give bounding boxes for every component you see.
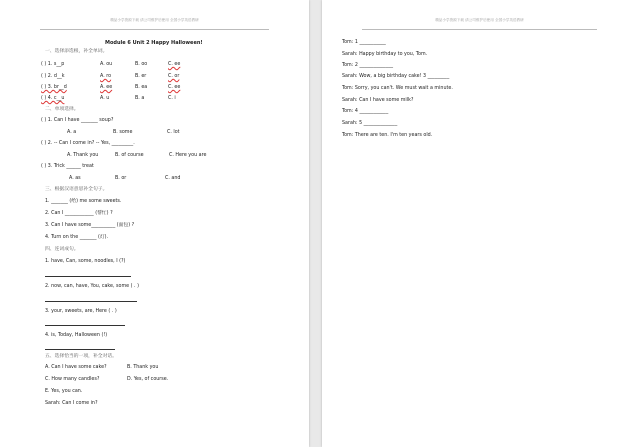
exercise-line: 2. Can I ____________ (帮忙) ? [45, 211, 113, 216]
exercise-line: 2. now, can, have, You, cake, some ( . ) [45, 284, 139, 289]
section-heading-4: 四、连词成句。 [45, 247, 79, 252]
section-heading-1: 一、选择添选根，补全单词。 [45, 49, 108, 54]
question-text: ( ) 2. -- Can I come in? -- Yes, _________. [41, 141, 135, 146]
answer-blank [45, 321, 125, 329]
exercise-line: 3. Can I have some__________ (面包) ? [45, 223, 135, 228]
dialogue-line: Tom: Sorry, you can't. We must wait a minute. [342, 86, 453, 91]
exercise-line: 3. your, sweets, are, Here ( . ) [45, 309, 117, 314]
option-e: E. Yes, you can. [45, 389, 83, 394]
section-heading-2: 二、单项选择。 [45, 107, 79, 112]
worksheet-title: Module 6 Unit 2 Happy Halloween! [105, 40, 203, 46]
section-heading-3: 三、根据汉语意思补全句子。 [45, 187, 108, 192]
answer-blank [45, 345, 115, 353]
exercise-line: 1. have, Can, some, noodles, I (?) [45, 259, 126, 264]
answer-blank [45, 297, 137, 305]
exercise-line: 4. Turn on the _______ (灯). [45, 235, 109, 240]
exercise-line: 1. _______ (给) me some sweets. [45, 199, 122, 204]
dialogue-line: Sarah: Can I have some milk? [342, 98, 414, 103]
page-header: 精品小学资源下载 请公司维护后使用 全国小学英语教研 [362, 15, 597, 30]
page-2 [322, 0, 637, 447]
dialogue-line: Sarah: Happy birthday to you, Tom. [342, 52, 428, 57]
dialogue-line: Tom: 2 ______________ [342, 63, 394, 68]
question-text: ( ) 1. Can I have _______ soup? [41, 118, 114, 123]
exercise-line: 4. is, Today, Halloween (!) [45, 333, 108, 338]
dialogue-line: Sarah: 5 ______________ [342, 121, 398, 126]
answer-blank [45, 272, 131, 280]
dialogue-line: Tom: 4 ____________ [342, 109, 389, 114]
question-text: ( ) 3. Trick ______ treat [41, 164, 94, 169]
page-1: 精品小学资源下载 请公司维护后使用 全国小学英语教研 Module 6 Unit 2 Happy Halloween! 一、选择添选根，补全单词。 ( ) 1. s__p A. ou B. oo C. ee ( ) 2. d__k A. ro B. er C. or ( ) 3. br__d A. ee B. ea C. ee ( ) 4. c__u A. u B. a C. i 二、单项选择。 ( ) 1. Can I have _______ soup? A. a B. some C. lot ( ) 2. -- Can I come in? -- Yes, _________. A. Thank you B. of course C. Here you are ( ) 3. Trick ______ treat A. as B. or C. and 三、根据汉语意思补全句子。 1. _______ (给) me some sweets. 2. Can I ____________ (帮忙) ? 3. Can I have some__________ (面包) ? 4. Turn on the _______ (灯). 四、连词成句。 1. have, Can, some, noodles, I (?) 2. now, can, have, You, cake, some ( . ) 3. your, sweets, are, Here ( . ) 4. is, Today, Halloween (!) 五、选择恰当的一项，补全对话。 A. Can I have some cake? B. Thank you C. How many candles? D. Yes, of course. E. Yes, you can. Sarah: Can I come in? [0, 0, 309, 447]
page-header: 精品小学资源下载 请公司维护后使用 全国小学英语教研 [40, 15, 269, 30]
dialogue-line: Sarah: Wow, a big birthday cake! 3 _________ [342, 74, 450, 79]
section-heading-5: 五、选择恰当的一项，补全对话。 [45, 354, 117, 359]
dialogue-line: Sarah: Can I come in? [45, 401, 98, 406]
dialogue-line: Tom: 1 ___________ [342, 40, 386, 45]
dialogue-line: Tom: There are ten. I'm ten years old. [342, 133, 433, 138]
